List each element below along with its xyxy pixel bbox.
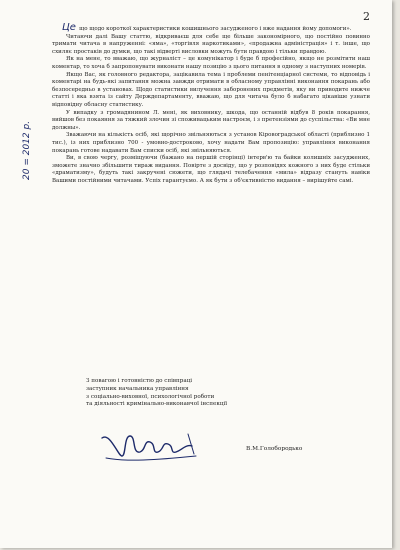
paragraph-7: Ви, в свою чергу, розміщуючи (бажано на першій сторінці) інтерв'ю та байки колишніх засуджених, зможете значно збільшити тираж видання. Повірте з досвіду, що у розповідях кожного з них буде стільки «драматизму», будуть такі закручені сюжети, що глядачі телебачення «мила» відразу стануть навіки Вашими постійними читачами. Успіх гарантуємо. А як бути з об'єктивністю видання – вирішуйте самі.	[52, 155, 370, 184]
paragraph-3: Як на мене, то вважаю, що журналіст – це комунікатор і буде б професійно, якщо не розмітити наш коментар, то хоча б запропонувати виконати нашу позицію з цього питання в одному з наступних номерів.	[52, 56, 370, 70]
page-number: 2	[363, 10, 370, 23]
closing-line-3: з соціально-виховної, психологічної роботи	[86, 393, 215, 400]
closing-line-4: та діяльності кримінально-виконавчої інспекції	[86, 401, 227, 408]
closing-line-2: заступник начальника управління	[86, 385, 189, 392]
paragraph-4: Якщо Вас, як головного редактора, зацікавила тема і проблеми пенітенціарної системи, то відповідь і коментарі на будь-які запитання можна завжди отримати в обласному управлінні виконання покарань або безпосередньо в установах. Щодо статистики вилучення заборонених предметів, яку ви приводите нижче статті і яка взята із сайту Держдепартаменту, вважаю, що для читача було б набагато цікавіше узнати відповідну обласну статистику.	[52, 71, 370, 108]
closing-block	[86, 378, 336, 409]
signature-block	[96, 426, 356, 466]
paragraph-2: Читаючи далі Вашу статтю, відкриваєш для себе ще більше закономірного, що постійно повинно тримати читача в напруженні: «яма», «торгівля наркотиками», «продажна адміністрація» і т. інше, що схиляє простаків до думки, що такі відверті висловки можуть бути правдою і тільки правдою.	[52, 33, 370, 55]
letter-body	[52, 24, 370, 185]
paragraph-1-text: що щодо короткої характеристики кошишнього засудженого і вже надання йому допомоги».	[79, 26, 352, 32]
handwritten-margin-note: 20 = 2012 р.	[22, 120, 32, 180]
handwritten-signature	[96, 426, 206, 466]
signer-name: В.М.Голобородько	[246, 446, 303, 452]
paragraph-6: Зважаючи на кількість осіб, які щорічно звільняються з установ Кіровоградської області (приблизно 1 тис.), із них приблизно 700 - умовно-достроково, хочу надати Вам пропозицію: управління виконання покарань готове надавати Вам списки осіб, які звільняються.	[52, 132, 370, 154]
closing-line-1: З повагою і готовністю до співпраці	[86, 378, 193, 384]
paragraph-5: У випадку з громадянином Л. мені, як виховнику, шкода, що останній відбув 8 років покарання, вийшов без покаяння за тяжкий злочин зі споживацьким настроєм, і з претензіями до суспільства: «Ви мне должны».	[52, 109, 370, 131]
paragraph-1	[52, 24, 370, 34]
handwritten-insert: Це	[62, 22, 80, 33]
